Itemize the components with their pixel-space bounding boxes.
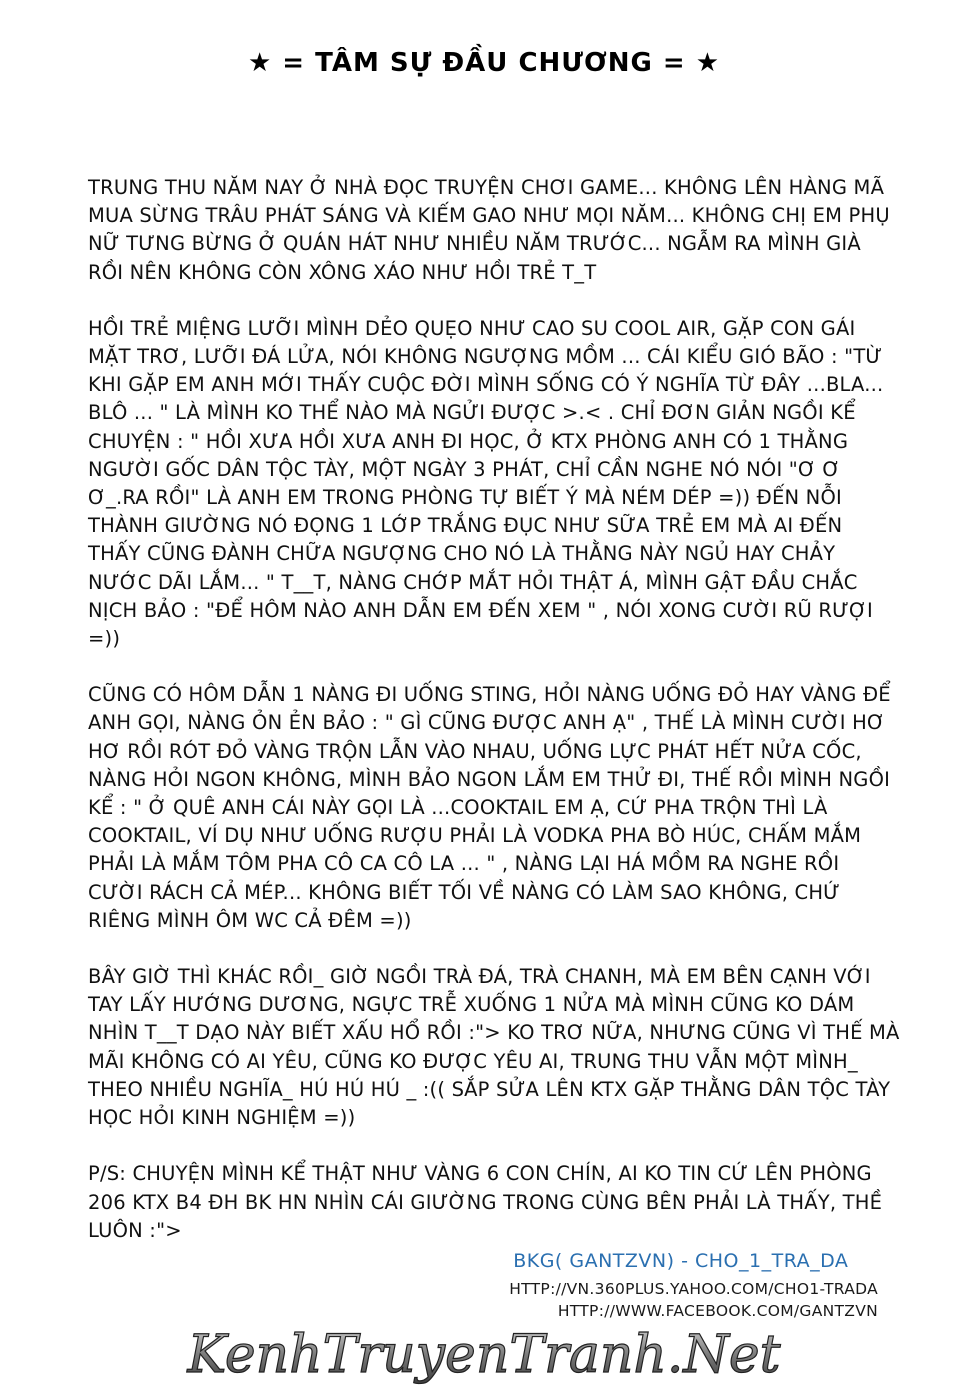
watermark-logo-graphic xyxy=(164,1318,804,1390)
watermark-text: KenhTruyenTranh.Net xyxy=(187,1325,781,1385)
credit-link-facebook[interactable]: HTTP://WWW.FACEBOOK.COM/GANTZVN xyxy=(557,1302,878,1320)
site-watermark-logo xyxy=(0,1318,968,1394)
credit-link-yahoo[interactable]: HTTP://VN.360PLUS.YAHOO.COM/CHO1-TRADA xyxy=(509,1280,878,1298)
page-title: ★ = TÂM SỰ ĐẦU CHƯƠNG = ★ xyxy=(247,48,721,78)
credits-block xyxy=(509,1250,878,1322)
paragraph-3: CŨNG CÓ HÔM DẪN 1 NÀNG ĐI UỐNG STING, HỎI NÀNG UỐNG ĐỎ HAY VÀNG ĐỂ ANH GỌI, NÀNG ỎN ẺN BẢO : " GÌ CŨNG ĐƯỢC ANH Ạ" , THẾ LÀ MÌNH CƯỜI HƠ HƠ RỒI RÓT ĐỎ VÀNG TRỘN LẪN VÀO NHAU, UỐNG LỰC PHÁT HẾT NỬA CỐC, NÀNG HỎI NGON KHÔNG, MÌNH BẢO NGON LẮM EM THỬ ĐI, THẾ RỒI MÌNH NGỒI KỂ : " Ở QUÊ ANH CÁI NÀY GỌI LÀ ...COOKTAIL EM Ạ, CỨ PHA TRỘN THÌ LÀ COOKTAIL, VÍ DỤ NHƯ UỐNG RƯỢU PHẢI LÀ VODKA PHA BÒ HÚC, CHẤM MẮM PHẢI LÀ MẮM TÔM PHA CÔ CA CÔ LA ... " , NÀNG LẠI HÁ MỒM RA NGHE RỒI CƯỜI RÁCH CẢ MÉP... KHÔNG BIẾT TỐI VỀ NÀNG CÓ LÀM SAO KHÔNG, CHỨ RIÊNG MÌNH ÔM WC CẢ ĐÊM =)) xyxy=(88,683,891,932)
paragraph-2: HỒI TRẺ MIỆNG LƯỠI MÌNH DẺO QUẸO NHƯ CAO SU COOL AIR, GẶP CON GÁI MẶT TRƠ, LƯỠI ĐÁ LỬA, NÓI KHÔNG NGƯỢNG MỒM ... CÁI KIỂU GIÓ BÃO : "TỪ KHI GẶP EM ANH MỚI THẤY CUỘC ĐỜI MÌNH SỐNG CÓ Ý NGHĨA TỪ ĐÂY ...BLA... BLÔ ... " LÀ MÌNH KO THỂ NÀO MÀ NGỬI ĐƯỢC >.< . CHỈ ĐƠN GIẢN NGỒI KỂ CHUYỆN : " HỒI XƯA HỒI XƯA ANH ĐI HỌC, Ở KTX PHÒNG ANH CÓ 1 THẰNG NGƯỜI GỐC DÂN TỘC TÀY, MỘT NGÀY 3 PHÁT, CHỈ CẦN NGHE NÓ NÓI "Ơ Ơ Ơ_.RA RỒI" LÀ ANH EM TRONG PHÒNG TỰ BIẾT Ý MÀ NÉM DÉP =)) ĐẾN NỖI THÀNH GIƯỜNG NÓ ĐỌNG 1 LỚP TRẮNG ĐỤC NHƯ SỮA TRẺ EM MÀ AI ĐẾN THẤY CŨNG ĐÀNH CHỮA NGƯỢNG CHO NÓ LÀ THẰNG NÀY NGỦ HAY CHẢY NƯỚC DÃI LẮM... " T__T, NÀNG CHỚP MẮT HỎI THẬT Á, MÌNH GẬT ĐẦU CHẮC NỊCH BẢO : "ĐỂ HÔM NÀO ANH DẪN EM ĐẾN XEM " , NÓI XONG CƯỜI RŨ RƯỢI =)) xyxy=(88,316,884,651)
credit-author: BKG( GANTZVN) - CHO_1_TRA_DA xyxy=(513,1250,849,1272)
body-text xyxy=(88,174,900,1273)
paragraph-1: TRUNG THU NĂM NAY Ở NHÀ ĐỌC TRUYỆN CHƠI GAME... KHÔNG LÊN HÀNG MÃ MUA SỪNG TRÂU PHÁT SÁNG VÀ KIẾM GAO NHƯ MỌI NĂM... KHÔNG CHỊ EM PHỤ NỮ TƯNG BỪNG Ở QUÁN HÁT NHƯ NHIỀU NĂM TRƯỚC... NGẪM RA MÌNH GIÀ RỒI NÊN KHÔNG CÒN XÔNG XÁO NHƯ HỒI TRẺ T_T xyxy=(88,176,890,284)
paragraph-5: P/S: CHUYỆN MÌNH KỂ THẬT NHƯ VÀNG 6 CON CHÍN, AI KO TIN CỨ LÊN PHÒNG 206 KTX B4 ĐH BK HN NHÌN CÁI GIƯỜNG TRONG CÙNG BÊN PHẢI LÀ THẤY, THỀ LUÔN :"> xyxy=(88,1162,883,1242)
paragraph-4: BÂY GIỜ THÌ KHÁC RỒI_ GIỜ NGỒI TRÀ ĐÁ, TRÀ CHANH, MÀ EM BÊN CẠNH VỚI TAY LẤY HƯỚNG DƯƠNG, NGỰC TRỄ XUỐNG 1 NỬA MÀ MÌNH CŨNG KO DÁM NHÌN T__T DẠO NÀY BIẾT XẤU HỔ RỒI :"> KO TRƠ NỮA, NHƯNG CŨNG VÌ THẾ MÀ MÃI KHÔNG CÓ AI YÊU, CŨNG KO ĐƯỢC YÊU AI, TRUNG THU VẪN MỘT MÌNH_ THEO NHIỀU NGHĨA_ HÚ HÚ HÚ _ :(( SẮP SỬA LÊN KTX GẶP THẰNG DÂN TỘC TÀY HỌC HỎI KINH NGHIỆM =)) xyxy=(88,965,900,1130)
